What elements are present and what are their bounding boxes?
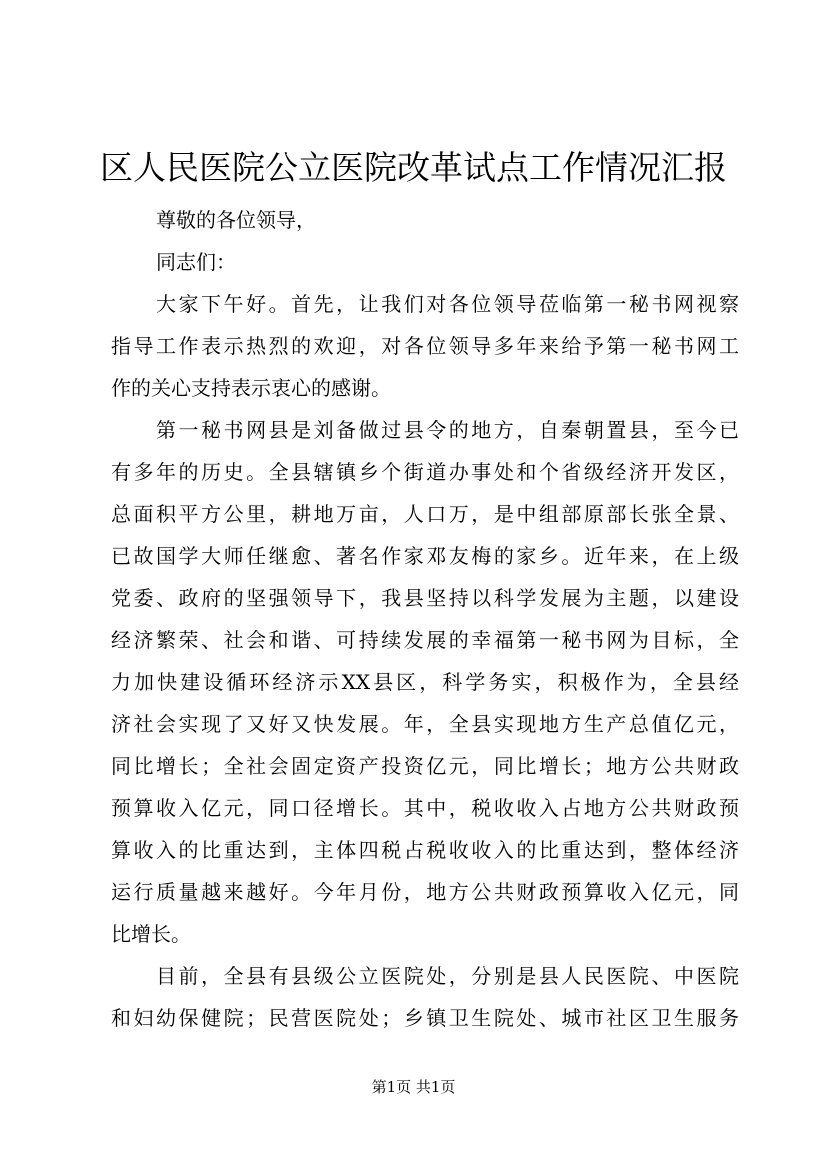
document-title: 区人民医院公立医院改革试点工作情况汇报: [100, 148, 727, 187]
paragraph-line: 经济繁荣、社会和谐、可持续发展的幸福第一秘书网为目标，全: [111, 628, 739, 652]
paragraph-line: 有多年的历史。全县辖镇乡个街道办事处和个省级经济开发区，: [111, 460, 739, 484]
paragraph-line: 作的关心支持表示衷心的感谢。: [111, 376, 391, 400]
paragraph-line: 目前，全县有县级公立医院处，分别是县人民医院、中医院: [156, 964, 739, 988]
paragraph-line: 尊敬的各位领导，: [156, 208, 316, 232]
paragraph-line: 力加快建设循环经济示XX县区，科学务实，积极作为，全县经: [111, 670, 739, 694]
document-body: [111, 199, 739, 1039]
paragraph-line: 总面积平方公里，耕地万亩，人口万，是中组部原部长张全景、: [111, 502, 739, 526]
paragraph-line: 比增长。: [111, 922, 191, 946]
paragraph-line: 同比增长；全社会固定资产投资亿元，同比增长；地方公共财政: [111, 754, 739, 778]
paragraph-line: 指导工作表示热烈的欢迎，对各位领导多年来给予第一秘书网工: [111, 334, 739, 358]
page-number: 第1页 共1页: [371, 1078, 456, 1096]
paragraph-line: 第一秘书网县是刘备做过县令的地方，自秦朝置县，至今已: [156, 418, 739, 442]
paragraph-line: 济社会实现了又好又快发展。年，全县实现地方生产总值亿元，: [111, 712, 739, 736]
paragraph-line: 预算收入亿元，同口径增长。其中，税收收入占地方公共财政预: [111, 796, 739, 820]
paragraph-line: 算收入的比重达到，主体四税占税收收入的比重达到，整体经济: [111, 838, 739, 862]
paragraph-line: 大家下午好。首先，让我们对各位领导莅临第一秘书网视察: [156, 292, 739, 316]
paragraph-line: 党委、政府的坚强领导下，我县坚持以科学发展为主题，以建设: [111, 586, 739, 610]
paragraph-line: 已故国学大师任继愈、著名作家邓友梅的家乡。近年来，在上级: [111, 544, 739, 568]
paragraph-line: 同志们：: [156, 250, 236, 274]
paragraph-line: 运行质量越来越好。今年月份，地方公共财政预算收入亿元，同: [111, 880, 739, 904]
paragraph-line: 和妇幼保健院；民营医院处；乡镇卫生院处、城市社区卫生服务: [111, 1006, 739, 1030]
